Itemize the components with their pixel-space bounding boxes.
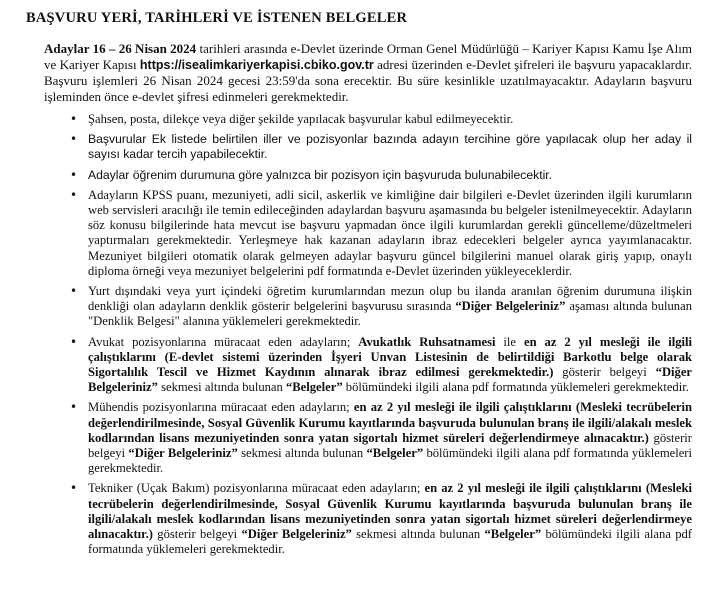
- application-dates: 16 – 26 Nisan 2024: [92, 41, 197, 56]
- application-url[interactable]: https://isealimkariyerkapisi.cbiko.gov.tr: [139, 57, 374, 72]
- list-item-text: sekmesi altında bulunan: [351, 527, 485, 542]
- list-item: [26, 112, 692, 127]
- bullet-icon: •: [70, 334, 78, 349]
- list-item-bold: “Belgeler”: [285, 380, 343, 395]
- intro-text-1: tarihleri arasında e-Devlet üzerinde Orman Genel Müdürlüğü – Kariyer Kapısı Kamu İşe Alım ve Kariyer Kapısı: [44, 41, 693, 72]
- bullet-icon: •: [70, 481, 78, 496]
- list-item-text: sekmesi altında bulunan: [237, 446, 367, 461]
- bullet-icon: •: [70, 400, 78, 415]
- list-item-bold: Avukatlık Ruhsatnamesi: [358, 334, 496, 349]
- list-item-text: gösterir belgeyi: [152, 527, 242, 542]
- list-item-text: gösterir belgeyi: [553, 365, 656, 380]
- bullet-icon: •: [70, 132, 78, 147]
- list-item-bold: “Belgeler”: [366, 446, 424, 461]
- list-item-bold: “Diğer Belgeleriniz”: [241, 527, 352, 542]
- list-item-text: bölümündeki ilgili alana pdf formatında yüklemeleri gerekmektedir.: [88, 527, 693, 557]
- list-item-text: ile: [495, 334, 524, 349]
- requirements-list: [26, 112, 692, 557]
- list-item-bold: “Belgeler”: [484, 527, 542, 542]
- list-item-text: Yurt dışındaki veya yurt içindeki öğretim kurumlarından mezun olup bu ilanda aranılan öğrenim durumuna ilişkin denkliği olan adayların denklik gösterir belgelerini başvurusu sırasında: [88, 284, 692, 314]
- intro-bold-adaylar: Adaylar: [44, 41, 93, 56]
- list-item-text: sekmesi altında bulunan: [157, 380, 286, 395]
- list-item: [26, 168, 692, 183]
- intro-paragraph: [44, 41, 692, 104]
- bullet-icon: •: [70, 284, 78, 299]
- list-item-bold: “Diğer Belgeleriniz”: [455, 299, 566, 314]
- list-item-bold: en az 2 yıl mesleği ile ilgili çalıştıklarını (E-devlet sistemi üzerinden İşyeri Unvan Listesinin de belirtildiği Barkotlu belge olarak Sigortalılık Tescil ve Hizmet Kaydının alınarak ibraz edilmesi gerekmektedir.): [88, 334, 692, 380]
- list-item-bold: “Diğer Belgeleriniz”: [88, 365, 693, 395]
- list-item-text: gösterir belgeyi: [88, 430, 693, 461]
- list-item: [26, 188, 692, 279]
- list-item-bold: en az 2 yıl mesleği ile ilgili çalıştıklarını (Mesleki tecrübelerin değerlendirilmesinde, Sosyal Güvenlik Kurumu kayıtlarında başvuruda bulunulan branş ile ilgili/alakalı meslek kodlarından lisans mezuniyetinden sonra yatan sigortalı hizmet süreleri değerlendirmeye alınacaktır.): [88, 400, 692, 445]
- bullet-icon: •: [70, 187, 78, 202]
- list-item-text: Avukat pozisyonlarına müracaat eden adayların;: [88, 334, 359, 349]
- list-item-text: Adayların KPSS puanı, mezuniyeti, adli sicil, askerlik ve kimliğine dair bilgileri e-Devlet üzerinden ilgili kurumların web servisleri aracılığı ile temin edileceğinden adaylardan başvuru aşamasında bu belgeler istenilmeyecektir. Adayların söz konusu bilgilerinde hata mevcut ise başvuru yapmadan önce ilgili kurumlardan gerekli güncelleme/düzeltmeleri yaptırmaları gerekmektedir. Yerleşmeye hak kazanan adayların ibraz edecekleri belgeler ayrıca yayımlanacaktır. Mezuniyet bilgileri otomatik olarak gelmeyen adaylar başvuru güncel bilgilerini manuel olarak giriş yapıp, onaylı diploma örneği veya mezuniyet belgelerini pdf formatında e-Devlet üzerinden yükleyeceklerdir.: [88, 187, 692, 278]
- intro-text-2: adresi üzerinden e-Devlet şifreleri ile başvuru yapacaklardır. Başvuru işlemleri 26 Nisan 2024 gecesi 23:59'da sona erecektir. Bu süre kesinlikle uzatılmayacaktır. Adayların başvuru işleminden önce e-devlet şifresi edinmeleri gerekmektedir.: [44, 56, 692, 104]
- list-item-text: aşaması altında bulunan "Denklik Belgesi" alanına yüklemeleri gerekmektedir.: [88, 299, 692, 329]
- bullet-icon: •: [70, 167, 78, 182]
- list-item-text: Şahsen, posta, dilekçe veya diğer şekilde yapılacak başvurular kabul edilmeyecektir.: [88, 112, 514, 126]
- list-item: [26, 284, 692, 330]
- list-item: [26, 481, 692, 557]
- list-item-bold: “Diğer Belgeleriniz”: [128, 446, 238, 461]
- list-item: [26, 400, 692, 476]
- list-item-text: bölümündeki ilgili alana pdf formatında yüklemeleri gerekmektedir.: [342, 380, 689, 395]
- list-item-text: bölümündeki ilgili alana pdf formatında yüklemeleri gerekmektedir.: [88, 446, 693, 476]
- list-item-text: Tekniker (Uçak Bakım) pozisyonlarına müracaat eden adayların;: [88, 481, 425, 496]
- bullet-icon: •: [70, 112, 78, 126]
- section-title: BAŞVURU YERİ, TARİHLERİ VE İSTENEN BELGELER: [26, 10, 408, 26]
- list-item: [26, 132, 692, 162]
- list-item-text: Başvurular Ek listede belirtilen iller ve pozisyonlar bazında adayın tercihine göre yapılacak olup her aday il sayısı kadar tercih yapabilecektir.: [88, 132, 692, 162]
- list-item-bold: en az 2 yıl mesleği ile ilgili çalıştıklarını (Mesleki tecrübelerin değerlendirilmesinde, Sosyal Güvenlik Kurumu kayıtlarında başvuruda bulunulan branş ile ilgili/alakalı meslek kodlarından lisans mezuniyetinden sonra yatan sigortalı hizmet süreleri değerlendirmeye alınacaktır.): [88, 481, 692, 542]
- list-item-text: Mühendis pozisyonlarına müracaat eden adayların;: [88, 400, 354, 415]
- list-item-text: Adaylar öğrenim durumuna göre yalnızca bir pozisyon için başvuruda bulunabilecektir.: [88, 167, 553, 182]
- list-item: [26, 335, 692, 396]
